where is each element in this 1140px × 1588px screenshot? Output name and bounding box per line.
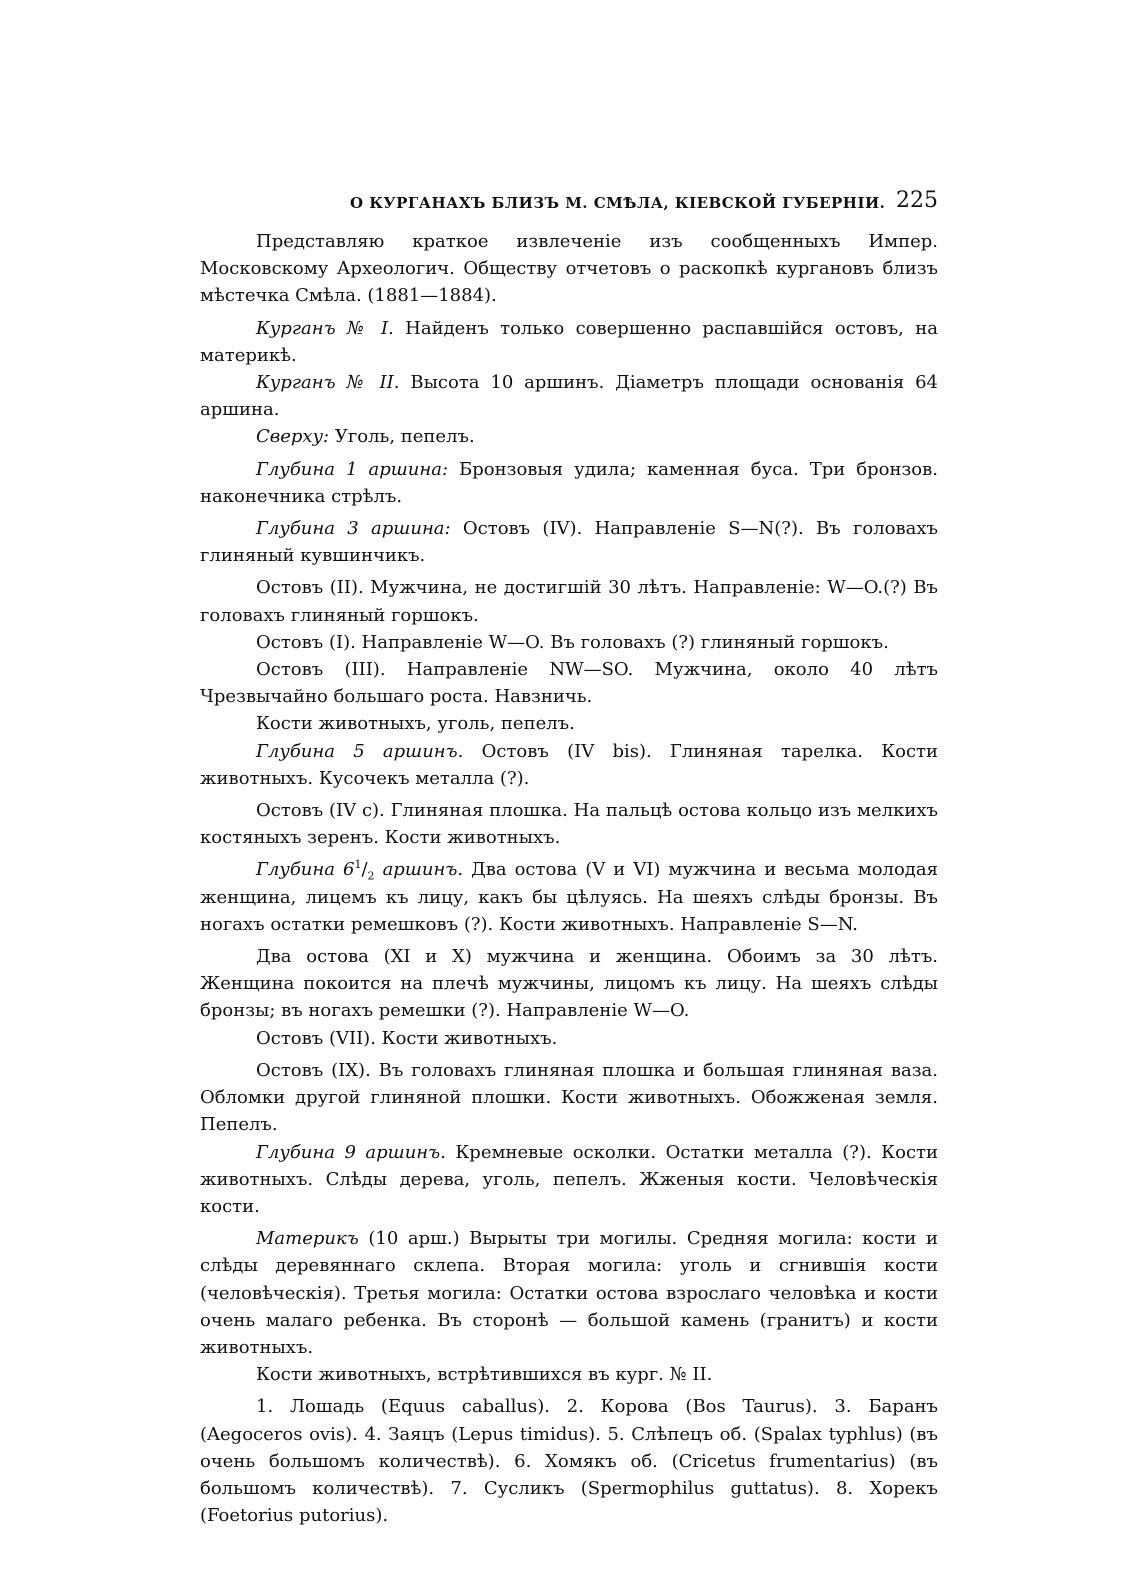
paragraph-animal-list-heading: Кости животныхъ, встрѣтившихся въ кург. № II. [256, 1364, 713, 1386]
paragraph-animal-list: 1. Лошадь (Equus caballus). 2. Корова (Bos Taurus). 3. Баранъ (Aegoceros ovis). 4. Заяцъ (Lepus timidus). 5. Слѣпецъ об. (Spalax typhlus) (въ очень большомъ количествѣ). 6. Хомякъ об. (Cricetus frumentarius) (въ большомъ количествѣ). 7. Сусликъ (Spermophilus guttatus). 8. Хорекъ (Foetorius putorius). [200, 1396, 938, 1527]
paragraph-depth-1: Глубина 1 аршина: Бронзовыя удила; каменная буса. Три бронзов. наконечника стрѣлъ. [200, 458, 938, 507]
paragraph-depth-6-5: Глубина $6^1/_2$ аршинъ. Два остова (V и VI) мужчина и весьма молодая женщина, лицемъ къ лицу, какъ бы цѣлуясь. На шеяхъ слѣды бронзы. Въ ногахъ остатки ремешковъ (?). Кости животныхъ. Направленіе S—N. [200, 858, 938, 935]
paragraph-animal-bones: Кости животныхъ, уголь, пепелъ. [256, 713, 575, 735]
paragraph-depth-9: Глубина 9 аршинъ. Кремневые осколки. Остатки металла (?). Кости животныхъ. Слѣды дерева, уголь, пепелъ. Жженыя кости. Человѣческія кости. [200, 1141, 938, 1217]
paragraph-kurgan-2: Курганъ № II. Высота 10 аршинъ. Діаметръ площади основанія 64 аршина. [200, 372, 938, 421]
page-content [200, 188, 938, 1529]
paragraph-skeleton-2: Остовъ (II). Мужчина, не достигшій 30 лѣтъ. Направленіе: W—O.(?) Въ головахъ глиняный горшокъ. [200, 577, 938, 626]
paragraph-skeleton-4c: Остовъ (IV с). Глиняная плошка. На пальцѣ остова кольцо изъ мелкихъ костяныхъ зеренъ. Кости животныхъ. [200, 800, 938, 849]
paragraph-kurgan-1: Курганъ № I. Найденъ только совершенно распавшійся остовъ, на материкѣ. [200, 317, 938, 366]
paragraph-skeleton-7: Остовъ (VII). Кости животныхъ. [256, 1027, 558, 1049]
paragraph-two-skeletons: Два остова (XI и X) мужчина и женщина. Обоимъ за 30 лѣтъ. Женщина покоится на плечѣ мужчины, лицомъ къ лицу. На шеяхъ слѣды бронзы; въ ногахъ ремешки (?). Направленіе W—O. [200, 946, 938, 1022]
running-title: О КУРГАНАХЪ БЛИЗЪ М. СМѢЛА, КІЕВСКОЙ ГУБЕРНІИ. [350, 194, 886, 212]
paragraph-skeleton-1: Остовъ (I). Направленіе W—O. Въ головахъ (?) глиняный горшокъ. [256, 631, 889, 653]
paragraph-skeleton-9: Остовъ (IX). Въ головахъ глиняная плошка и большая глиняная ваза. Обломки другой глиняной плошки. Кости животныхъ. Обожженая земля. Пепелъ. [200, 1059, 938, 1136]
paragraph-depth-3: Глубина 3 аршина: Остовъ (IV). Направленіе S—N(?). Въ головахъ глиняный кувшинчикъ. [200, 518, 938, 567]
paragraph-intro: Представляю краткое извлеченіе изъ сообщенныхъ Импер. Московскому Археологич. Обществу отчетовъ о раскопкѣ кургановъ близъ мѣстечка Смѣла. (1881—1884). [200, 231, 938, 307]
page-number: 225 [896, 188, 938, 213]
page-header [200, 188, 938, 228]
paragraph-top: Сверху: Уголь, пепелъ. [256, 426, 475, 448]
paragraph-bedrock: Материкъ (10 арш.) Вырыты три могилы. Средняя могила: кости и слѣды деревяннаго склепа. Вторая могила: уголь и сгнившія кости (человѣческія). Третья могила: Остатки остова взрослаго человѣка и кости очень малаго ребенка. Въ сторонѣ — большой камень (гранитъ) и кости животныхъ. [200, 1228, 938, 1358]
paragraph-skeleton-3: Остовъ (III). Направленіе NW—SO. Мужчина, около 40 лѣтъ Чрезвычайно большаго роста. Навзничь. [200, 659, 938, 708]
paragraph-depth-5: Глубина 5 аршинъ. Остовъ (IV bis). Глиняная тарелка. Кости животныхъ. Кусочекъ металла (?). [200, 740, 938, 789]
